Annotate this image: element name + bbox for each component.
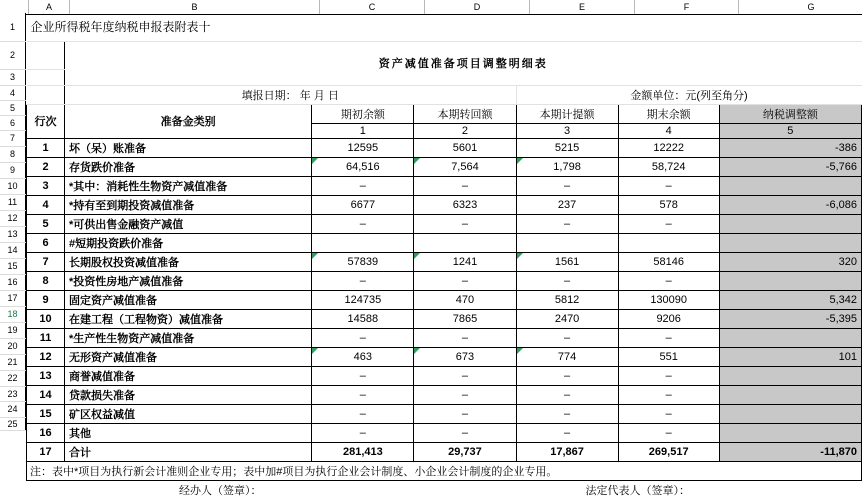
header-num-1: 1 — [312, 123, 414, 138]
row-8-col1[interactable]: – — [312, 271, 414, 290]
table-total-row[interactable] — [27, 442, 862, 461]
row-7-col3[interactable]: 1561 — [516, 252, 618, 271]
row-5-col5[interactable] — [719, 214, 861, 233]
row-header-25[interactable]: 25 — [0, 417, 26, 430]
row-14-col1[interactable]: – — [312, 385, 414, 404]
row-name-4[interactable]: *持有至到期投资减值准备 — [65, 195, 312, 214]
row-13-col5[interactable] — [719, 366, 861, 385]
row-header-3[interactable]: 3 — [0, 69, 26, 85]
row-header-12[interactable]: 12 — [0, 210, 26, 226]
total-col4[interactable]: 269,517 — [618, 442, 719, 461]
row-1-col2[interactable]: 5601 — [414, 138, 516, 157]
row-11-col4[interactable]: – — [618, 328, 719, 347]
column-header-d[interactable]: D — [425, 0, 530, 15]
row-4-col5[interactable]: -6,086 — [719, 195, 861, 214]
row-no-6[interactable]: 6 — [27, 233, 65, 252]
row-16-col5[interactable] — [719, 423, 861, 442]
row-14-col5[interactable] — [719, 385, 861, 404]
row-15-col2[interactable]: – — [414, 404, 516, 423]
row-header-strip[interactable] — [0, 13, 26, 431]
document-title: 资产减值准备项目调整明细表 — [65, 41, 862, 85]
row-4-col4[interactable]: 578 — [618, 195, 719, 214]
row-11-col1[interactable]: – — [312, 328, 414, 347]
table-row[interactable] — [27, 157, 862, 176]
sheet-grid[interactable] — [26, 13, 862, 499]
row-name-7[interactable]: 长期股权投资减值准备 — [65, 252, 312, 271]
header-col-5: 纳税调整额 — [719, 104, 861, 123]
cell-a2[interactable] — [27, 41, 65, 69]
form-reference: 企业所得税年度纳税申报表附表十 — [27, 13, 862, 41]
footer-note: 注：表中*项目为执行新会计准则企业专用；表中加#项目为执行企业会计制度、小企业会计制度的企业专用。 — [27, 461, 862, 480]
row-no-8[interactable]: 8 — [27, 271, 65, 290]
row-1-col5[interactable]: -386 — [719, 138, 861, 157]
row-name-13[interactable]: 商誉减值准备 — [65, 366, 312, 385]
column-header-c[interactable]: C — [320, 0, 425, 15]
row-6-col1[interactable] — [312, 233, 414, 252]
row-16-col4[interactable]: – — [618, 423, 719, 442]
signature-preparer: 经办人（签章）： — [27, 480, 414, 499]
table-row[interactable] — [27, 385, 862, 404]
header-num-5: 5 — [719, 123, 861, 138]
row-7-col2[interactable]: 1241 — [414, 252, 516, 271]
row-4-col2[interactable]: 6323 — [414, 195, 516, 214]
row-header-21[interactable]: 21 — [0, 354, 26, 370]
row-12-col5[interactable]: 101 — [719, 347, 861, 366]
row-4-col1[interactable]: 6677 — [312, 195, 414, 214]
row-2-col5[interactable]: -5,766 — [719, 157, 861, 176]
row-name-2[interactable]: 存货跌价准备 — [65, 157, 312, 176]
row-9-col3[interactable]: 5812 — [516, 290, 618, 309]
row-7-col1[interactable]: 57839 — [312, 252, 414, 271]
row-header-9[interactable]: 9 — [0, 162, 26, 178]
row-header-20[interactable]: 20 — [0, 338, 26, 354]
row-no-14[interactable]: 14 — [27, 385, 65, 404]
row-13-col2[interactable]: – — [414, 366, 516, 385]
row-no-2[interactable]: 2 — [27, 157, 65, 176]
row-header-7[interactable]: 7 — [0, 130, 26, 146]
row-3-col1[interactable]: – — [312, 176, 414, 195]
row-no-3[interactable]: 3 — [27, 176, 65, 195]
table-row[interactable] — [27, 138, 862, 157]
row-name-6[interactable]: #短期投资跌价准备 — [65, 233, 312, 252]
row-header-14[interactable]: 14 — [0, 242, 26, 258]
row-no-13[interactable]: 13 — [27, 366, 65, 385]
row-16-col3[interactable]: – — [516, 423, 618, 442]
row-5-col4[interactable]: – — [618, 214, 719, 233]
table-row[interactable] — [27, 176, 862, 195]
header-col-3: 本期计提额 — [516, 104, 618, 123]
row-no-16[interactable]: 16 — [27, 423, 65, 442]
row-1-col3[interactable]: 5215 — [516, 138, 618, 157]
row-16-col2[interactable]: – — [414, 423, 516, 442]
row-2-col2[interactable]: 7,564 — [414, 157, 516, 176]
row-13-col1[interactable]: – — [312, 366, 414, 385]
column-header-g[interactable]: G — [739, 0, 862, 15]
row-5-col2[interactable]: – — [414, 214, 516, 233]
table-row[interactable] — [27, 290, 862, 309]
row-no-11[interactable]: 11 — [27, 328, 65, 347]
row-2-col4[interactable]: 58,724 — [618, 157, 719, 176]
row-no-7[interactable]: 7 — [27, 252, 65, 271]
row-12-col3[interactable]: 774 — [516, 347, 618, 366]
column-header-f[interactable]: F — [635, 0, 739, 15]
row-header-4[interactable]: 4 — [0, 85, 26, 100]
row-4-col3[interactable]: 237 — [516, 195, 618, 214]
row-header-15[interactable]: 15 — [0, 258, 26, 274]
total-col2[interactable]: 29,737 — [414, 442, 516, 461]
row-10-col2[interactable]: 7865 — [414, 309, 516, 328]
row-15-col4[interactable]: – — [618, 404, 719, 423]
header-row-no: 行次 — [27, 104, 65, 138]
row-no-4[interactable]: 4 — [27, 195, 65, 214]
row-15-col1[interactable]: – — [312, 404, 414, 423]
table-row[interactable] — [27, 214, 862, 233]
row-header-8[interactable]: 8 — [0, 146, 26, 162]
table-row[interactable] — [27, 195, 862, 214]
table-row[interactable] — [27, 404, 862, 423]
table-row[interactable] — [27, 366, 862, 385]
total-col5[interactable]: -11,870 — [719, 442, 861, 461]
header-num-3: 3 — [516, 123, 618, 138]
row-6-col3[interactable] — [516, 233, 618, 252]
row-header-24[interactable]: 24 — [0, 401, 26, 417]
row-no-5[interactable]: 5 — [27, 214, 65, 233]
row-10-col3[interactable]: 2470 — [516, 309, 618, 328]
row-3-col4[interactable]: – — [618, 176, 719, 195]
row-header-23[interactable]: 23 — [0, 386, 26, 401]
row-5-col3[interactable]: – — [516, 214, 618, 233]
row-no-10[interactable]: 10 — [27, 309, 65, 328]
row-12-col4[interactable]: 551 — [618, 347, 719, 366]
row-14-col4[interactable]: – — [618, 385, 719, 404]
table-row[interactable] — [27, 423, 862, 442]
row-name-5[interactable]: *可供出售金融资产减值 — [65, 214, 312, 233]
row-3-col3[interactable]: – — [516, 176, 618, 195]
total-col3[interactable]: 17,867 — [516, 442, 618, 461]
row-header-16[interactable]: 16 — [0, 274, 26, 290]
row-9-col5[interactable]: 5,342 — [719, 290, 861, 309]
row-header-1[interactable]: 1 — [0, 13, 26, 41]
row-name-15[interactable]: 矿区权益减值 — [65, 404, 312, 423]
row-10-col4[interactable]: 9206 — [618, 309, 719, 328]
row-header-6[interactable]: 6 — [0, 115, 26, 130]
total-row-no[interactable]: 17 — [27, 442, 65, 461]
row-6-col2[interactable] — [414, 233, 516, 252]
row-name-3[interactable]: *其中：消耗性生物资产减值准备 — [65, 176, 312, 195]
row-name-10[interactable]: 在建工程（工程物资）减值准备 — [65, 309, 312, 328]
row-name-1[interactable]: 坏（呆）账准备 — [65, 138, 312, 157]
row-header-18[interactable]: 18 — [0, 306, 26, 322]
row-no-12[interactable]: 12 — [27, 347, 65, 366]
row-15-col5[interactable] — [719, 404, 861, 423]
total-col1[interactable]: 281,413 — [312, 442, 414, 461]
cell-a3[interactable] — [27, 69, 65, 85]
row-10-col5[interactable]: -5,395 — [719, 309, 861, 328]
row-header-10[interactable]: 10 — [0, 178, 26, 194]
row-header-11[interactable]: 11 — [0, 194, 26, 210]
row-11-col5[interactable] — [719, 328, 861, 347]
row-7-col4[interactable]: 58146 — [618, 252, 719, 271]
row-name-11[interactable]: *生产性生物资产减值准备 — [65, 328, 312, 347]
row-9-col1[interactable]: 124735 — [312, 290, 414, 309]
row-header-5[interactable]: 5 — [0, 100, 26, 115]
row-no-9[interactable]: 9 — [27, 290, 65, 309]
row-1-col1[interactable]: 12595 — [312, 138, 414, 157]
row-no-15[interactable]: 15 — [27, 404, 65, 423]
row-3-col5[interactable] — [719, 176, 861, 195]
row-1-col4[interactable]: 12222 — [618, 138, 719, 157]
row-8-col3[interactable]: – — [516, 271, 618, 290]
row-8-col5[interactable] — [719, 271, 861, 290]
row-8-col4[interactable]: – — [618, 271, 719, 290]
row-11-col3[interactable]: – — [516, 328, 618, 347]
row-header-2[interactable]: 2 — [0, 41, 26, 69]
table-row[interactable] — [27, 233, 862, 252]
header-col-2: 本期转回额 — [414, 104, 516, 123]
row-12-col2[interactable]: 673 — [414, 347, 516, 366]
row-header-17[interactable]: 17 — [0, 290, 26, 306]
table-row[interactable] — [27, 309, 862, 328]
row-7-col5[interactable]: 320 — [719, 252, 861, 271]
row-header-13[interactable]: 13 — [0, 226, 26, 242]
column-header-a[interactable]: A — [29, 0, 70, 15]
row-header-22[interactable]: 22 — [0, 370, 26, 386]
row-name-16[interactable]: 其他 — [65, 423, 312, 442]
unit-label: 金额单位：元(列至角分) — [516, 85, 861, 104]
row-9-col4[interactable]: 130090 — [618, 290, 719, 309]
row-5-col1[interactable]: – — [312, 214, 414, 233]
row-15-col3[interactable]: – — [516, 404, 618, 423]
row-name-8[interactable]: *投资性房地产减值准备 — [65, 271, 312, 290]
fill-date-label: 填报日期： 年 月 日 — [65, 85, 516, 104]
row-no-1[interactable]: 1 — [27, 138, 65, 157]
row-13-col4[interactable]: – — [618, 366, 719, 385]
row-header-19[interactable]: 19 — [0, 322, 26, 338]
row-9-col2[interactable]: 470 — [414, 290, 516, 309]
column-header-strip[interactable] — [0, 0, 862, 13]
row-13-col3[interactable]: – — [516, 366, 618, 385]
header-category: 准备金类别 — [65, 104, 312, 138]
header-col-1: 期初余额 — [312, 104, 414, 123]
row-6-col4[interactable] — [618, 233, 719, 252]
table-row[interactable] — [27, 252, 862, 271]
row-6-col5[interactable] — [719, 233, 861, 252]
cell-a4[interactable] — [27, 85, 65, 104]
column-header-b[interactable]: B — [70, 0, 320, 15]
total-row-name[interactable]: 合计 — [65, 442, 312, 461]
row-16-col1[interactable]: – — [312, 423, 414, 442]
row-2-col3[interactable]: 1,798 — [516, 157, 618, 176]
row-10-col1[interactable]: 14588 — [312, 309, 414, 328]
header-num-4: 4 — [618, 123, 719, 138]
row-name-14[interactable]: 贷款损失准备 — [65, 385, 312, 404]
row-14-col2[interactable]: – — [414, 385, 516, 404]
column-header-e[interactable]: E — [530, 0, 635, 15]
table-row[interactable] — [27, 271, 862, 290]
row-name-9[interactable]: 固定资产减值准备 — [65, 290, 312, 309]
row-11-col2[interactable]: – — [414, 328, 516, 347]
row-2-col1[interactable]: 64,516 — [312, 157, 414, 176]
row-14-col3[interactable]: – — [516, 385, 618, 404]
header-num-2: 2 — [414, 123, 516, 138]
header-col-4: 期末余额 — [618, 104, 719, 123]
row-8-col2[interactable]: – — [414, 271, 516, 290]
signature-legal: 法定代表人（签章）： — [414, 480, 862, 499]
table-row[interactable] — [27, 328, 862, 347]
row-3-col2[interactable]: – — [414, 176, 516, 195]
row-12-col1[interactable]: 463 — [312, 347, 414, 366]
table-row[interactable] — [27, 347, 862, 366]
row-name-12[interactable]: 无形资产减值准备 — [65, 347, 312, 366]
